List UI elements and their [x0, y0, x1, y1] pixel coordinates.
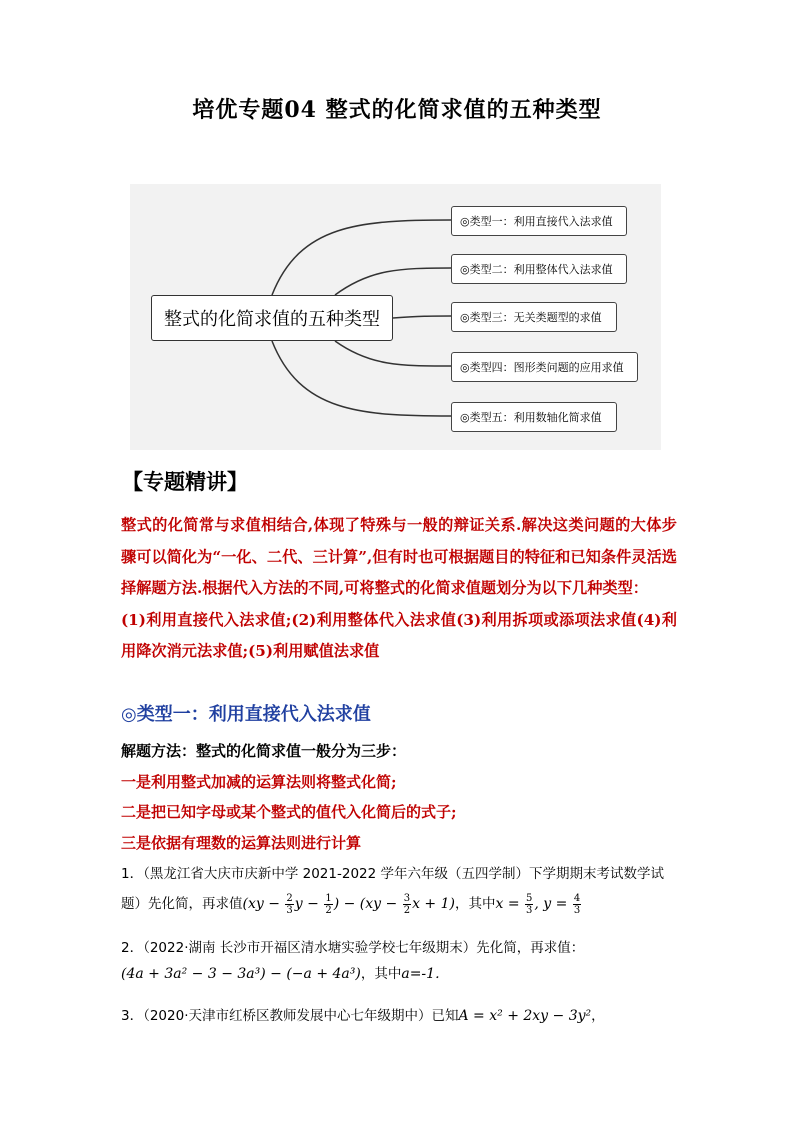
problem-2-value: a=-1． [401, 966, 450, 982]
problem-1-expression: (xy − $\frac{2}{3}$ y − $\frac{1}{2}$ ) − (xy − $\frac{3}{2}$ x + 1) [242, 892, 455, 916]
method-step-1: 一是利用整式加减的运算法则将整式化简; [121, 772, 397, 791]
section-heading: 【专题精讲】 [122, 470, 248, 494]
intro-paragraph: 整式的化简常与求值相结合,体现了特殊与一般的辩证关系.解决这类问题的大体步骤可以简化为“一化、二代、三计算”,但有时也可根据题目的特征和已知条件灵活选择解题方法.根据代入方法的不同,可将整式的化简求值题划分为以下几种类型： [121, 516, 677, 597]
method-label: 解题方法：整式的化简求值一般分为三步： [121, 742, 407, 760]
method-step-2: 二是把已知字母或某个整式的值代入化简后的式子; [121, 803, 457, 821]
problem-2-suffix: ，其中 [360, 966, 402, 982]
type1-heading: ◎类型一：利用直接代入法求值 [121, 704, 371, 725]
mind-map-node-type5: ◎类型五：利用数轴化简求值 [451, 402, 617, 432]
mind-map-center: 整式的化简求值的五种类型 [151, 295, 393, 341]
mind-map-node-type2: ◎类型二：利用整体代入法求值 [451, 254, 627, 284]
problem-2-line-2 [121, 962, 681, 983]
mind-map-node-type4: ◎类型四：图形类问题的应用求值 [451, 352, 638, 382]
method-step-3: 三是依据有理数的运算法则进行计算 [121, 833, 362, 852]
mind-map [130, 184, 661, 450]
mind-map-node-type1: ◎类型一：利用直接代入法求值 [451, 206, 627, 236]
problem-3-expression: A = x² + 2xy − 3y² [458, 1008, 592, 1024]
type-list: (1)利用直接代入法求值;(2)利用整体代入法求值(3)利用拆项或添项法求值(4)利用降次消元法求值;(5)利用赋值法求值 [121, 610, 677, 660]
problem-1-mid: ，其中 [454, 896, 496, 912]
problem-3-line-1: 3．（2020·天津市红桥区教师发展中心七年级期中）已知A = x² + 2xy − 3y²， [121, 1008, 605, 1024]
problem-3-prefix: 3．（2020·天津市红桥区教师发展中心七年级期中）已知 [121, 1008, 459, 1024]
intro-text [121, 510, 677, 668]
problem-1-prefix: 题）先化简，再求值 [121, 896, 243, 912]
page-title: 培优专题04 整式的化简求值的五种类型 [192, 97, 602, 123]
mind-map-node-type3: ◎类型三：无关类题型的求值 [451, 302, 617, 332]
problem-1-line-2 [121, 892, 681, 916]
problem-2-line-1: 2．（2022·湖南 长沙市开福区清水塘实验学校七年级期末）先化简，再求值： [121, 940, 585, 956]
problem-2-expression: (4a + 3a² − 3 − 3a³) − (−a + 4a³) [121, 966, 361, 982]
problem-1-values: x = $\frac{5}{3}$ , y = $\frac{4}{3}$ [495, 892, 581, 916]
method-block [121, 736, 681, 858]
problem-1-line-1: 1．（黑龙江省大庆市庆新中学 2021-2022 学年六年级（五四学制）下学期期末考试数学试 [121, 866, 665, 882]
